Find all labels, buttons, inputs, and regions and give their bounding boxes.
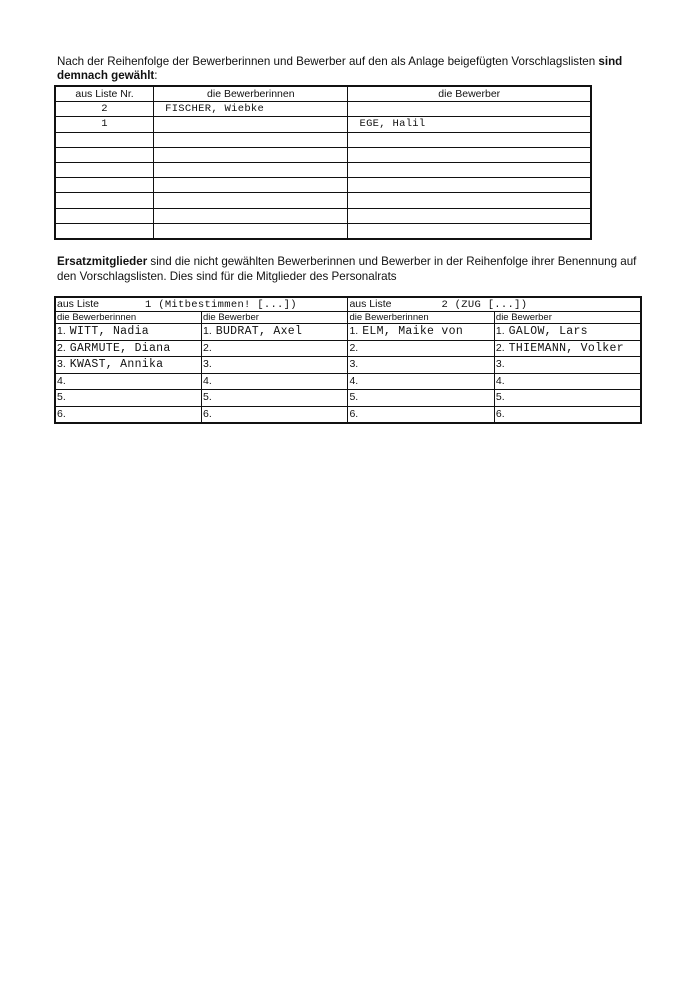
row-number: 4. [349, 374, 359, 387]
bewerber-cell: EGE, Halil [348, 117, 591, 132]
table-row [55, 340, 641, 357]
header-list-nr: aus Liste Nr. [55, 86, 154, 102]
list1-value: 1 (Mitbestimmen! [...]) [145, 299, 297, 311]
cell [202, 406, 348, 423]
cell [494, 373, 641, 390]
bewerberin-cell: FISCHER, Wiebke [154, 102, 348, 117]
substitutes-bold: Ersatzmitglieder [57, 255, 148, 268]
row-number: 4. [57, 374, 66, 387]
cell [202, 340, 348, 357]
table-row [55, 406, 641, 423]
empty-cell [348, 208, 591, 223]
cell [55, 340, 202, 357]
name: ELM, Maike von [362, 325, 464, 339]
table-row [55, 132, 591, 147]
substitutes-table [54, 296, 642, 424]
col-bewerber-2: die Bewerber [494, 312, 641, 324]
intro-colon: : [154, 69, 158, 82]
name: GARMUTE, Diana [69, 341, 171, 355]
cell [55, 406, 202, 423]
row-number: 2. [349, 341, 359, 354]
row-number: 3. [349, 358, 359, 371]
empty-cell [55, 208, 154, 223]
cell [202, 324, 348, 341]
cell [202, 373, 348, 390]
empty-cell [55, 193, 154, 208]
row-number: 1. [495, 325, 505, 338]
row-number: 4. [203, 374, 212, 387]
list-nr-cell: 1 [55, 117, 154, 132]
list2-label: aus Liste [349, 298, 392, 310]
intro-bold-gewaehlt: demnach gewählt [57, 69, 155, 82]
empty-cell [154, 223, 348, 239]
header-bewerberinnen: die Bewerberinnen [154, 86, 348, 102]
empty-cell [348, 223, 591, 239]
elected-table [54, 85, 592, 240]
empty-cell [154, 132, 348, 147]
intro-paragraph [57, 55, 637, 83]
table-row [55, 102, 591, 117]
list1-label: aus Liste [57, 298, 100, 310]
header-bewerber: die Bewerber [348, 86, 591, 102]
list2-value: 2 (ZUG [...]) [441, 299, 528, 311]
row-number: 6. [349, 407, 359, 420]
cell [348, 390, 494, 407]
empty-cell [55, 147, 154, 162]
list2-header [348, 297, 641, 312]
table-row [55, 223, 591, 239]
cell [494, 406, 641, 423]
row-number: 3. [57, 358, 66, 371]
row-number: 3. [203, 358, 212, 371]
cell [494, 357, 641, 374]
cell [348, 406, 494, 423]
empty-cell [154, 208, 348, 223]
cell [55, 357, 202, 374]
empty-cell [55, 132, 154, 147]
row-number: 4. [495, 374, 505, 387]
empty-cell [348, 178, 591, 193]
name: GALOW, Lars [508, 325, 588, 339]
row-number: 3. [495, 358, 505, 371]
cell [202, 357, 348, 374]
table-row [55, 373, 641, 390]
substitutes-text: sind die nicht gewählten Bewerberinnen und Bewerber in der Reihenfolge ihrer Benennung auf den Vorschlagslisten. Dies sind für die Mitglieder des Personalrats [57, 255, 637, 283]
row-number: 6. [203, 407, 212, 420]
table-row [55, 193, 591, 208]
cell [348, 340, 494, 357]
name: THIEMANN, Volker [508, 341, 624, 355]
cell [202, 390, 348, 407]
list-nr-cell: 2 [55, 102, 154, 117]
cell [348, 357, 494, 374]
list-header-row [55, 297, 641, 312]
intro-text: Nach der Reihenfolge der Bewerberinnen und Bewerber auf den als Anlage beigefügten Vorschlagslisten [57, 55, 599, 68]
table-row [55, 117, 591, 132]
cell [494, 390, 641, 407]
row-number: 2. [495, 341, 505, 354]
name: WITT, Nadia [69, 325, 149, 339]
row-number: 6. [495, 407, 505, 420]
col-bewerberinnen-1: die Bewerberinnen [55, 312, 202, 324]
row-number: 5. [203, 391, 212, 404]
intro-bold-sind: sind [598, 55, 623, 68]
row-number: 5. [495, 391, 505, 404]
empty-cell [154, 178, 348, 193]
empty-cell [348, 147, 591, 162]
row-number: 5. [349, 391, 359, 404]
bewerber-cell [348, 102, 591, 117]
table-row [55, 208, 591, 223]
elected-header-row [55, 86, 591, 102]
empty-cell [348, 132, 591, 147]
table-row [55, 162, 591, 177]
table-row [55, 324, 641, 341]
table-row [55, 357, 641, 374]
bewerberin-cell [154, 117, 348, 132]
row-number: 5. [57, 391, 66, 404]
col-bewerberinnen-2: die Bewerberinnen [348, 312, 494, 324]
row-number: 1. [203, 325, 212, 338]
empty-cell [154, 162, 348, 177]
cell [55, 390, 202, 407]
name: BUDRAT, Axel [215, 325, 303, 339]
column-header-row [55, 312, 641, 324]
empty-cell [348, 162, 591, 177]
substitutes-paragraph [57, 254, 647, 284]
cell [55, 324, 202, 341]
row-number: 2. [203, 341, 212, 354]
cell [494, 340, 641, 357]
empty-cell [55, 223, 154, 239]
empty-cell [154, 193, 348, 208]
row-number: 2. [57, 341, 66, 354]
empty-cell [154, 147, 348, 162]
name: KWAST, Annika [69, 358, 164, 372]
row-number: 1. [57, 325, 66, 338]
table-row [55, 390, 641, 407]
cell [348, 324, 494, 341]
row-number: 6. [57, 407, 66, 420]
col-bewerber-1: die Bewerber [202, 312, 348, 324]
empty-cell [348, 193, 591, 208]
cell [55, 373, 202, 390]
cell [494, 324, 641, 341]
row-number: 1. [349, 325, 359, 338]
empty-cell [55, 178, 154, 193]
table-row [55, 147, 591, 162]
table-row [55, 178, 591, 193]
list1-header [55, 297, 348, 312]
empty-cell [55, 162, 154, 177]
cell [348, 373, 494, 390]
